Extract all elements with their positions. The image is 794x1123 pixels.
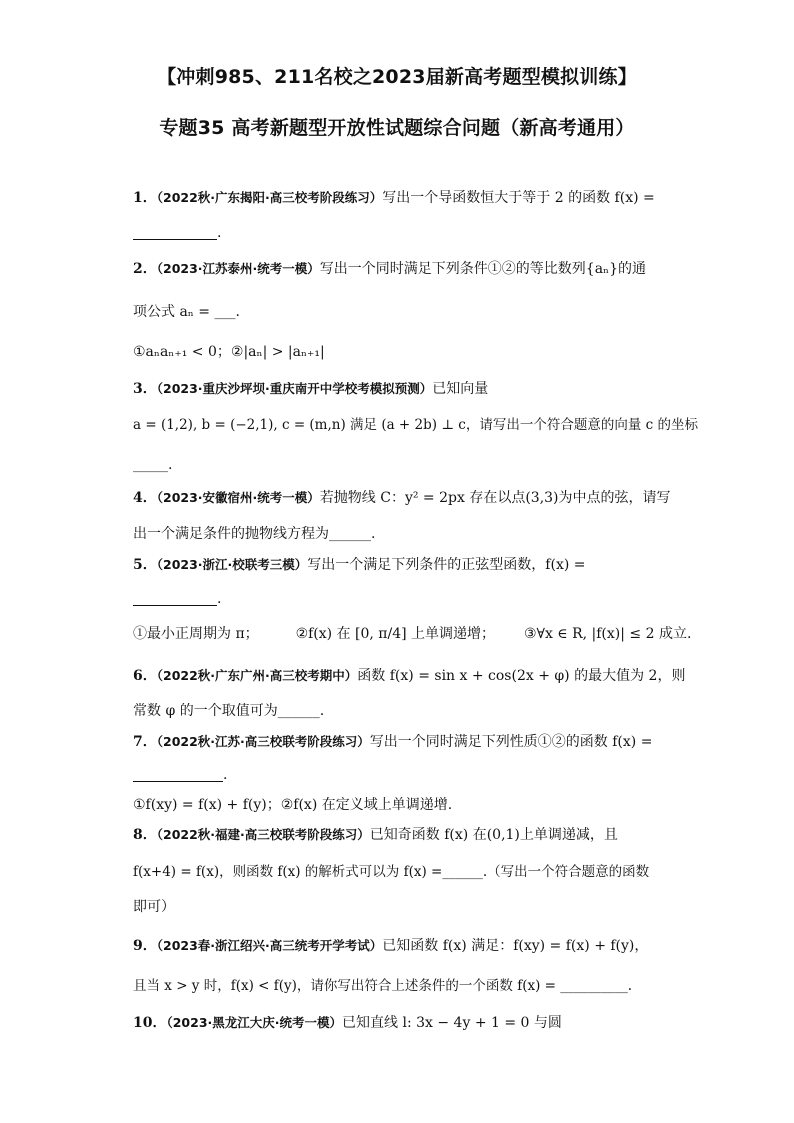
question-6-text: 函数 f(x) = sin x + cos(2x + φ) 的最大值为 2，则 (357, 668, 686, 684)
question-3: 3．（2023·重庆沙坪坝·重庆南开中学校考模拟预测）已知向量 (133, 381, 489, 397)
question-8-text: 已知奇函数 f(x) 在(0,1)上单调递减，且 (369, 827, 618, 843)
question-10: 10．（2023·黑龙江大庆·统考一模）已知直线 l: 3x − 4y + 1 = 0 与圆 (133, 1015, 562, 1031)
question-9-text: 已知函数 f(x) 满足：f(xy) = f(x) + f(y)， (382, 938, 649, 954)
question-8: 8．（2022秋·福建·高三校联考阶段练习）已知奇函数 f(x) 在(0,1)上单调递减，且 (133, 827, 618, 843)
question-1-answer-blank: . (133, 224, 673, 242)
question-3-line-3: _____. (133, 457, 173, 473)
question-4: 4．（2023·安徽宿州·统考一模）若抛物线 C：y² = 2px 存在以点(3,3)为中点的弦，请写 (133, 490, 671, 506)
question-2-conditions: ①aₙaₙ₊₁ < 0；②|aₙ| > |aₙ₊₁| (133, 344, 325, 360)
question-8-line-3: 即可） (133, 899, 175, 915)
question-5-conditions (133, 625, 692, 643)
question-5-condition-1: ①最小正周期为 π； (133, 626, 259, 642)
question-5: 5．（2023·浙江·校联考三模）写出一个满足下列条件的正弦型函数，f(x) = (133, 557, 586, 573)
question-1: 1．（2022秋·广东揭阳·高三校考阶段练习）写出一个导函数恒大于等于 2 的函数 f(x) = (133, 190, 655, 206)
question-4-line-2: 出一个满足条件的抛物线方程为______. (133, 526, 376, 542)
document-title: 【冲刺985、211名校之2023届新高考题型模拟训练】 (157, 66, 637, 88)
question-2-line-2: 项公式 aₙ = ___. (133, 304, 240, 320)
question-6: 6．（2022秋·广东广州·高三校考期中）函数 f(x) = sin x + cos(2x + φ) 的最大值为 2，则 (133, 668, 686, 684)
question-5-condition-3: ③∀x ∈ R, |f(x)| ≤ 2 成立. (523, 626, 692, 642)
question-8-line-2: f(x+4) = f(x)，则函数 f(x) 的解析式可以为 f(x) =______.（写出一个符合题意的函数 (133, 864, 650, 880)
question-2: 2．（2023·江苏泰州·统考一模）写出一个同时满足下列条件①②的等比数列{aₙ}的通 (133, 261, 647, 277)
question-3-text: 已知向量 (432, 381, 489, 397)
question-9-line-2: 且当 x > y 时，f(x) < f(y)，请你写出符合上述条件的一个函数 f(x) = __________. (133, 978, 633, 994)
question-10-text: 已知直线 l: 3x − 4y + 1 = 0 与圆 (342, 1015, 562, 1031)
question-6-line-2: 常数 φ 的一个取值可为______. (133, 703, 325, 719)
question-1-text: 写出一个导函数恒大于等于 2 的函数 f(x) = (382, 190, 655, 206)
question-5-answer-blank: . (133, 590, 673, 608)
question-3-line-2: a = (1,2), b = (−2,1), c = (m,n) 满足 (a + 2b) ⊥ c，请写出一个符合题意的向量 c 的坐标 (133, 417, 699, 433)
document-subtitle: 专题35 高考新题型开放性试题综合问题（新高考通用） (159, 117, 635, 139)
question-7-conditions: ①f(xy) = f(x) + f(y)；②f(x) 在定义域上单调递增. (133, 797, 453, 813)
question-7-answer-blank: . (133, 766, 673, 784)
question-7: 7．（2022秋·江苏·高三校联考阶段练习）写出一个同时满足下列性质①②的函数 f(x) = (133, 734, 653, 750)
question-5-text: 写出一个满足下列条件的正弦型函数，f(x) = (307, 557, 586, 573)
question-9: 9．（2023春·浙江绍兴·高三统考开学考试）已知函数 f(x) 满足：f(xy) = f(x) + f(y)， (133, 938, 649, 954)
question-2-text: 写出一个同时满足下列条件①②的等比数列{aₙ}的通 (319, 261, 647, 277)
question-5-condition-2: ②f(x) 在 [0, π/4] 上单调递增； (295, 626, 496, 642)
question-4-text: 若抛物线 C：y² = 2px 存在以点(3,3)为中点的弦，请写 (319, 490, 671, 506)
question-7-text: 写出一个同时满足下列性质①②的函数 f(x) = (369, 734, 653, 750)
